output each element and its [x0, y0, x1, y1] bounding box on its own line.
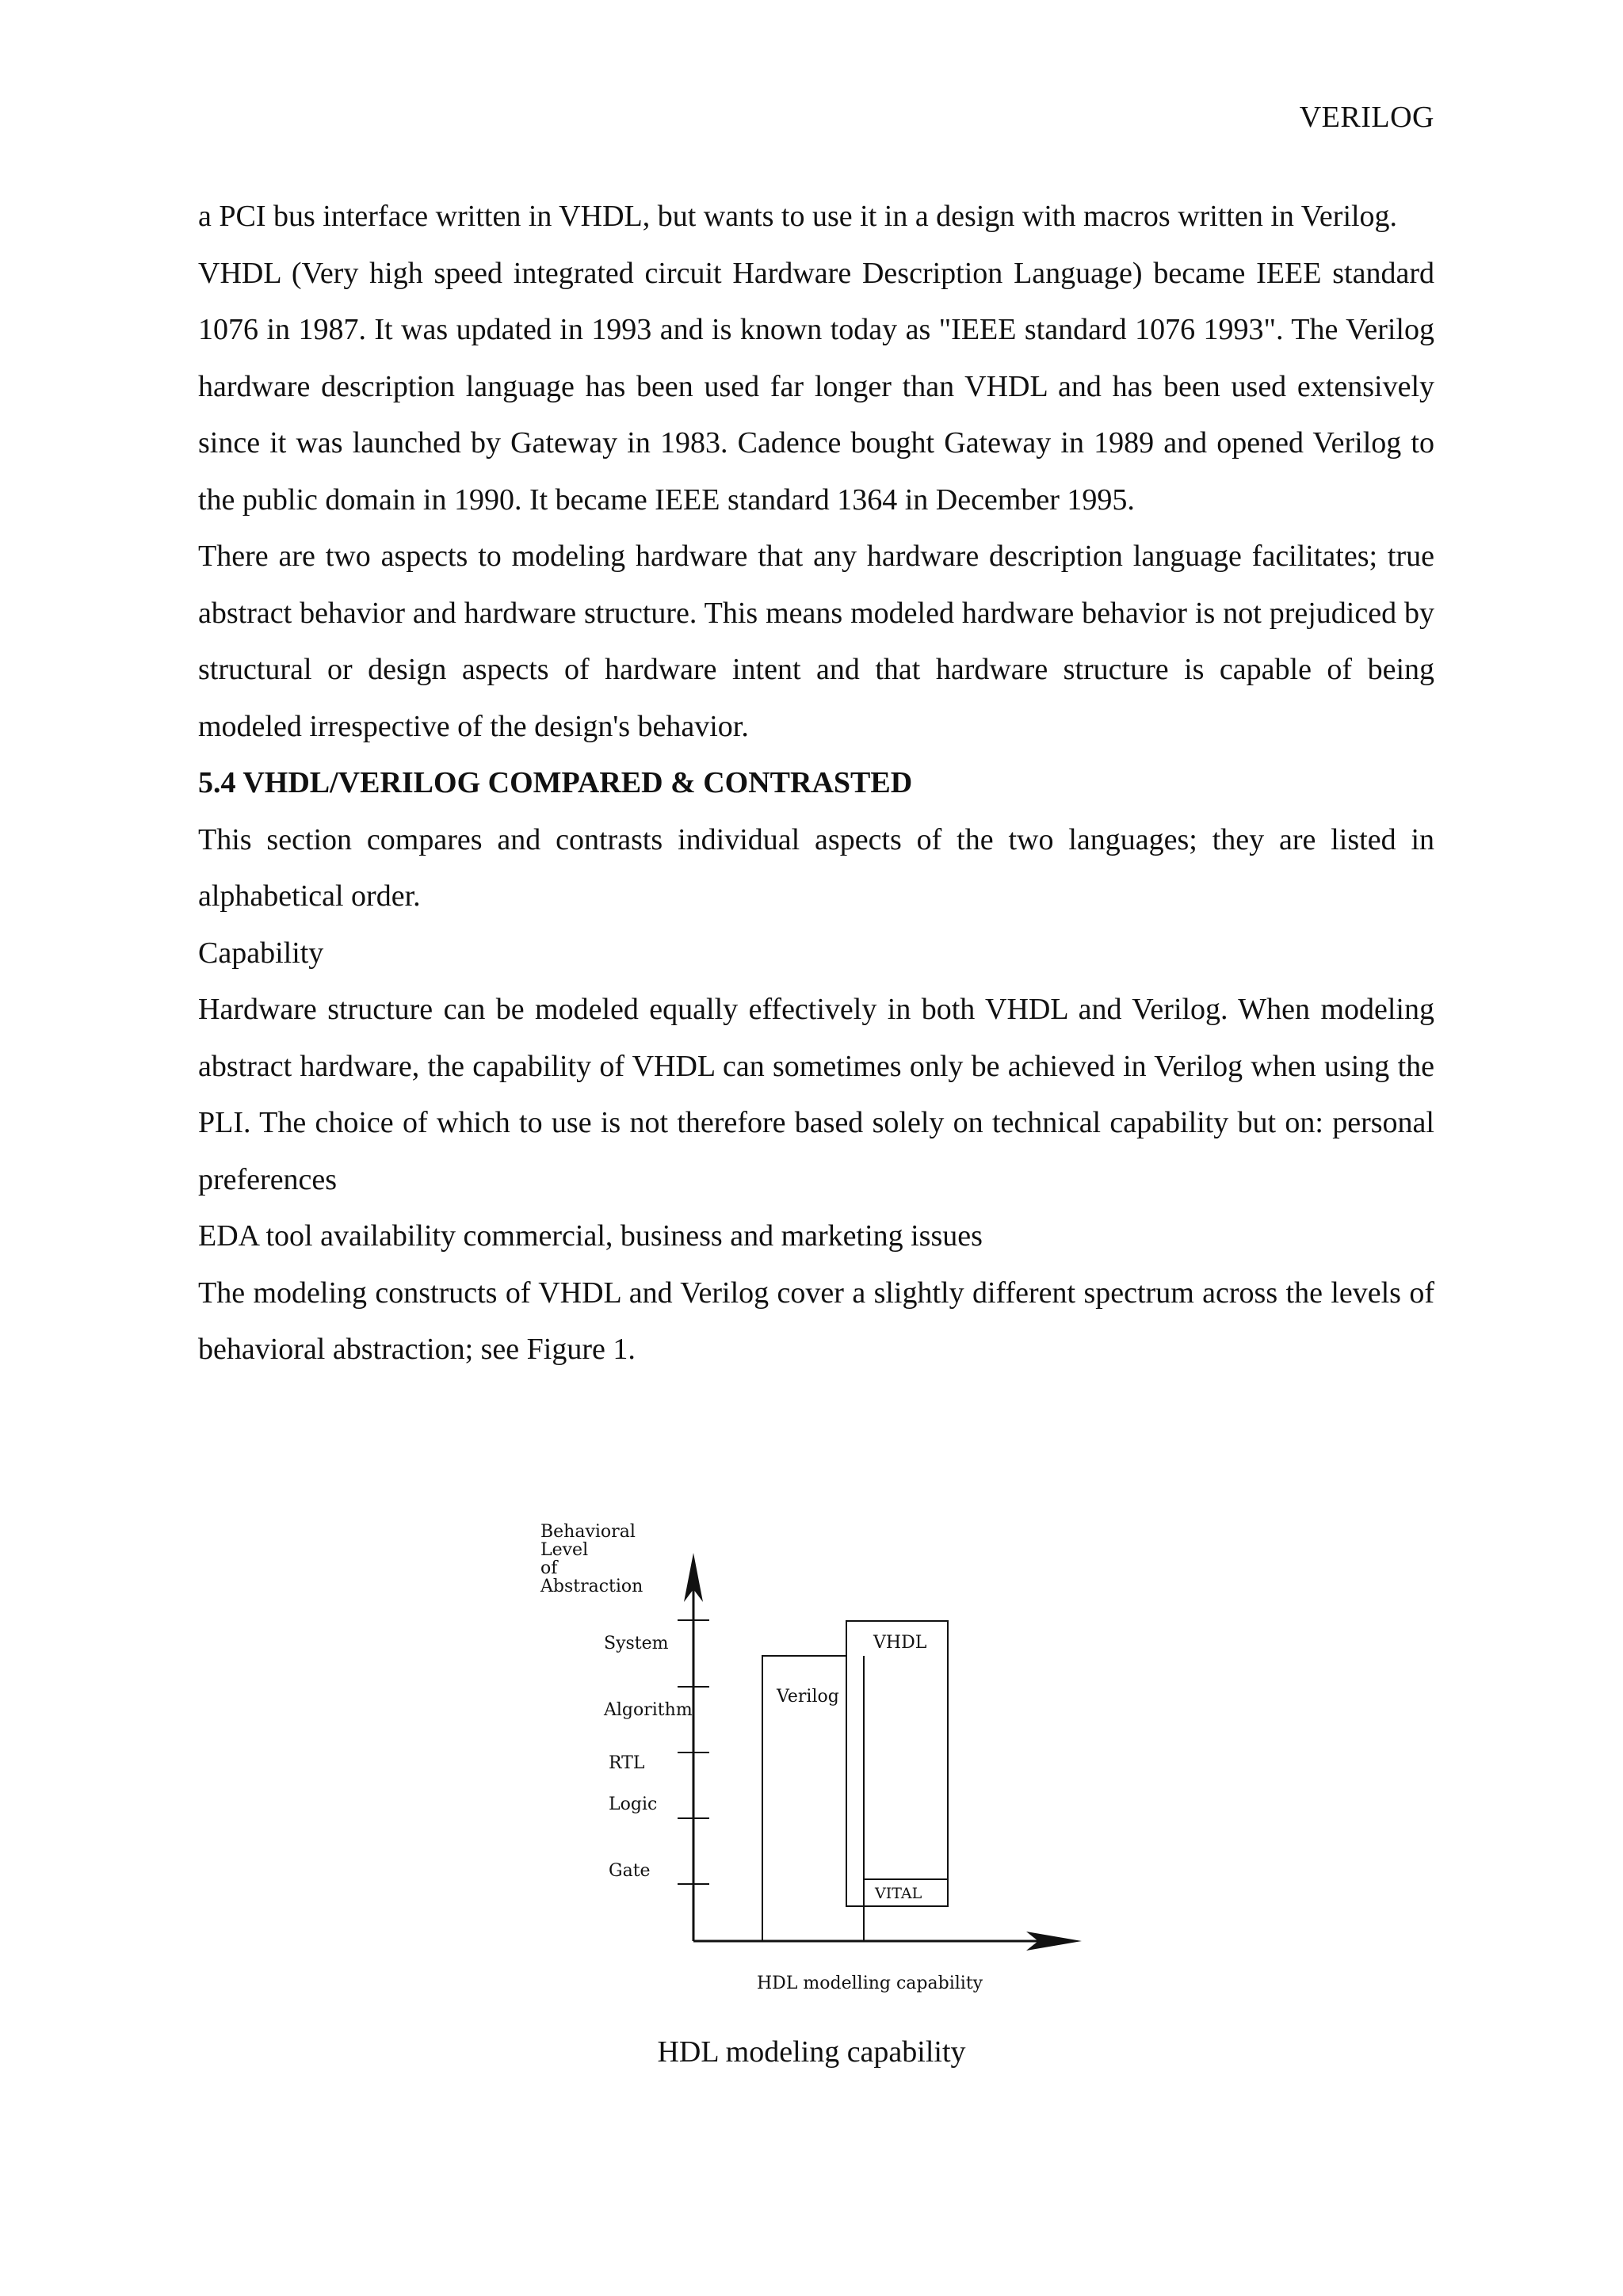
vital-box-label: VITAL: [875, 1885, 922, 1902]
y-axis-title-line: Behavioral: [540, 1522, 636, 1542]
x-axis-label: HDL modelling capability: [757, 1974, 983, 1993]
vhdl-box-label: VHDL: [873, 1633, 927, 1653]
level-label: Gate: [609, 1861, 651, 1881]
level-label: Logic: [609, 1794, 658, 1814]
verilog-box-label: Verilog: [777, 1687, 839, 1707]
figure-caption: HDL modeling capability: [657, 2035, 966, 2069]
section-heading: 5.4 VHDL/VERILOG COMPARED & CONTRASTED: [198, 766, 913, 799]
level-label: RTL: [609, 1753, 645, 1773]
paragraph: VHDL (Very high speed integrated circuit Hardware Description Language) became IEEE standard 1076 in 1987. It was updated in 1993 and is known today as "IEEE standard 1076 1993". The Verilog hardware description language has been used far longer than VHDL and has been used extensively since it was launched by Gateway in 1983. Cadence bought Gateway in 1989 and opened Verilog to the public domain in 1990. It became IEEE standard 1364 in December 1995.: [198, 256, 1434, 517]
paragraph: a PCI bus interface written in VHDL, but wants to use it in a design with macros written in Verilog.: [198, 200, 1398, 233]
body-text: [198, 189, 1434, 1379]
level-label: Algorithm: [604, 1700, 693, 1720]
subheading-capability: Capability: [198, 936, 324, 970]
vhdl-box: [846, 1621, 948, 1906]
y-axis-title-line: Abstraction: [540, 1577, 643, 1596]
y-axis-title-line: Level: [540, 1540, 589, 1560]
paragraph: The modeling constructs of VHDL and Verilog cover a slightly different spectrum across the levels of behavioral abstraction; see Figure 1.: [198, 1276, 1434, 1366]
hdl-capability-figure: [531, 1513, 1086, 2004]
paragraph: EDA tool availability commercial, business and marketing issues: [198, 1219, 983, 1253]
paragraph: Hardware structure can be modeled equally effectively in both VHDL and Verilog. When modeling abstract hardware, the capability of VHDL can sometimes only be achieved in Verilog when using the PLI. The choice of which to use is not therefore based solely on technical capability but on: personal preferences: [198, 993, 1434, 1196]
level-label: System: [604, 1634, 669, 1653]
paragraph: There are two aspects to modeling hardware that any hardware description language facilitates; true abstract behavior and hardware structure. This means modeled hardware behavior is not prejudiced by structural or design aspects of hardware intent and that hardware structure is capable of being modeled irrespective of the design's behavior.: [198, 540, 1434, 743]
page-header: VERILOG: [1299, 101, 1434, 134]
y-axis-title-line: of: [540, 1558, 558, 1578]
paragraph: This section compares and contrasts individual aspects of the two languages; they are listed in alphabetical order.: [198, 822, 1434, 913]
